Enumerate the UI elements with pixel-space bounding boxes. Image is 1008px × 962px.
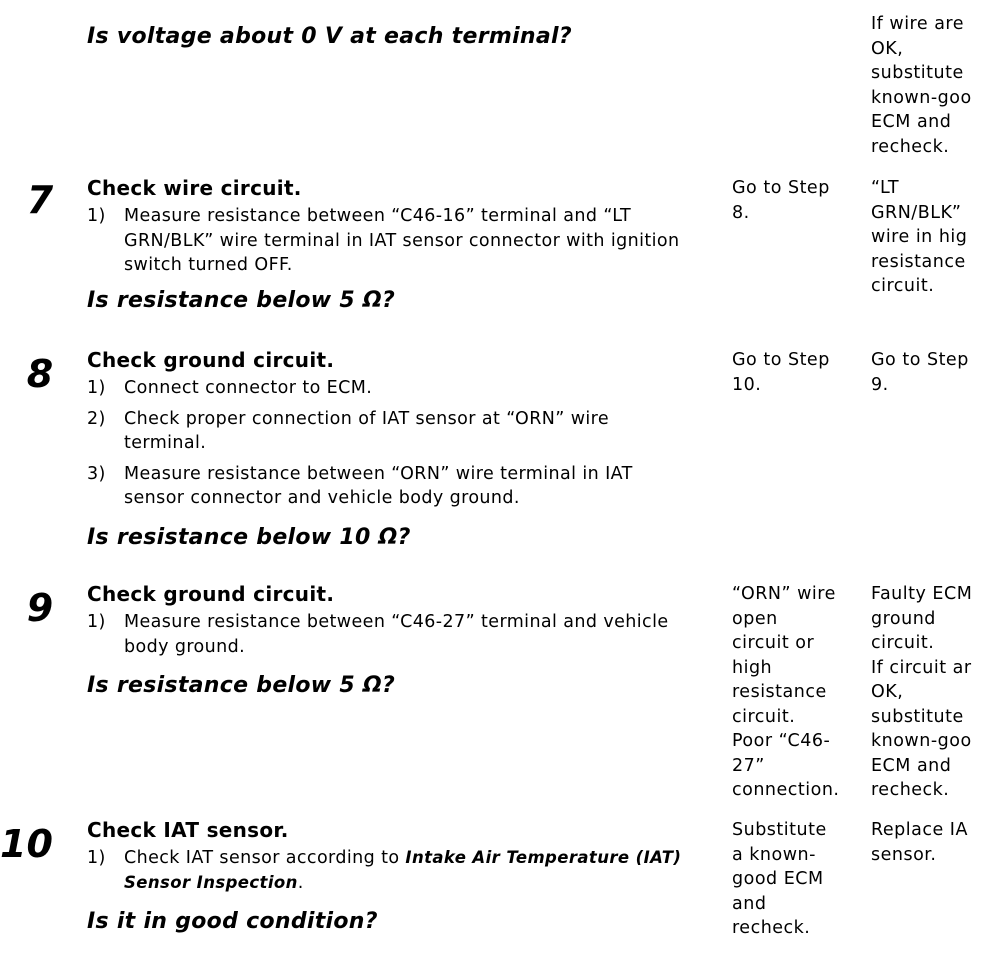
step-substeps: [87, 846, 697, 895]
no-result: Go to Step 9.: [871, 350, 969, 395]
step-main: [87, 176, 697, 314]
yes-result: “ORN” wire open circuit or high resistance circuit. Poor “C46- 27” connection.: [732, 584, 840, 800]
substep-index: 2): [87, 408, 106, 429]
substep-index: 1): [87, 848, 106, 868]
step-title: Check IAT sensor.: [87, 818, 289, 842]
substep: [87, 376, 697, 401]
substep-text: Connect connector to ECM.: [124, 378, 373, 398]
step-title: Check ground circuit.: [87, 348, 335, 372]
substep: [87, 204, 697, 278]
step-main: [87, 24, 697, 50]
step-title: Check wire circuit.: [87, 176, 302, 200]
yes-result: Substitute a known- good ECM and recheck.: [732, 820, 827, 938]
no-result: Faulty ECM ground circuit. If circuit ar OK, substitute known-goo ECM and recheck.: [871, 584, 973, 800]
substep-text: Check IAT sensor according to: [124, 848, 406, 868]
step-question: Is resistance below 5 Ω?: [87, 287, 396, 313]
step-title: Check ground circuit.: [87, 582, 335, 606]
substep-index: 1): [87, 612, 106, 632]
step-substeps: [87, 376, 697, 511]
yes-result: Go to Step 10.: [732, 350, 830, 395]
substep: [87, 846, 697, 895]
step-substeps: [87, 204, 697, 278]
substep-index: 1): [87, 378, 106, 398]
step-question: Is it in good condition?: [87, 909, 378, 934]
yes-result: Go to Step 8.: [732, 178, 830, 223]
substep: [87, 610, 697, 659]
step-number: 8: [26, 352, 54, 396]
substep: [87, 407, 697, 456]
inspection-reference: Intake Air Temperature (IAT) Sensor Inspection: [124, 848, 682, 892]
substep-text: Measure resistance between “ORN” wire terminal in IAT sensor connector and vehicle body ground.: [124, 463, 633, 508]
step-substeps: [87, 610, 697, 659]
step-main: [87, 348, 697, 551]
substep-text: Measure resistance between “C46-16” terminal and “LT GRN/BLK” wire terminal in IAT sensor connector with ignition switch turned OFF.: [124, 206, 680, 275]
step-number: 9: [26, 586, 54, 630]
step-question: Is voltage about 0 V at each terminal?: [87, 24, 572, 49]
no-result: If wire are OK, substitute known-goo ECM and recheck.: [871, 14, 972, 157]
step-number: 7: [26, 178, 54, 222]
no-result: Replace IA sensor.: [871, 820, 968, 865]
substep-text: Measure resistance between “C46-27” terminal and vehicle body ground.: [124, 612, 669, 657]
step-main: [87, 818, 697, 935]
step-main: [87, 582, 697, 699]
no-result: “LT GRN/BLK” wire in hig resistance circuit.: [871, 178, 968, 296]
step-question: Is resistance below 5 Ω?: [87, 673, 396, 698]
step-question: Is resistance below 10 Ω?: [87, 524, 411, 550]
substep-text: Check proper connection of IAT sensor at “ORN” wire terminal.: [124, 408, 610, 453]
substep-text-end: .: [297, 872, 304, 893]
substep: [87, 462, 697, 511]
step-number: 10: [0, 822, 53, 866]
substep-index: 3): [87, 463, 106, 484]
substep-index: 1): [87, 206, 106, 226]
